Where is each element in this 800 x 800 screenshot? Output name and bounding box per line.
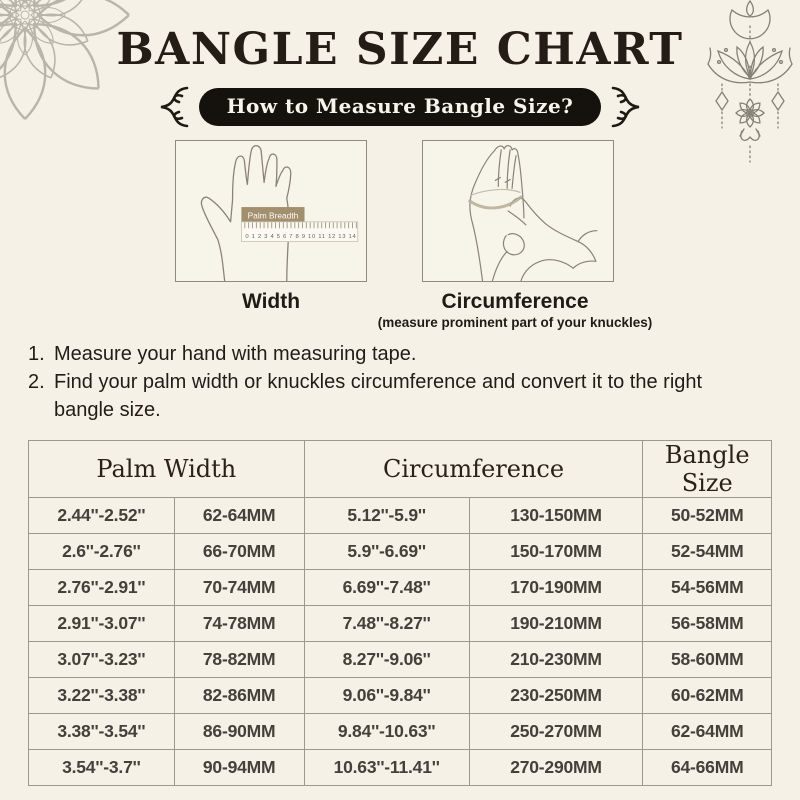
- table-cell: 62-64MM: [643, 714, 772, 750]
- header-circumference: Circumference: [304, 441, 643, 498]
- table-cell: 3.38''-3.54'': [29, 714, 175, 750]
- table-cell: 10.63''-11.41'': [304, 750, 469, 786]
- table-cell: 270-290MM: [469, 750, 643, 786]
- table-cell: 5.9''-6.69'': [304, 534, 469, 570]
- table-cell: 150-170MM: [469, 534, 643, 570]
- table-row: [29, 498, 772, 534]
- how-to-measure-banner: [199, 88, 602, 126]
- table-cell: 66-70MM: [174, 534, 304, 570]
- how-to-measure-banner-row: [0, 86, 800, 128]
- table-cell: 74-78MM: [174, 606, 304, 642]
- width-diagram: [175, 140, 367, 282]
- table-cell: 58-60MM: [643, 642, 772, 678]
- table-cell: 5.12''-5.9'': [304, 498, 469, 534]
- table-cell: 2.6''-2.76'': [29, 534, 175, 570]
- table-cell: 6.69''-7.48'': [304, 570, 469, 606]
- flourish-right-icon: [610, 86, 644, 128]
- knuckle-measuring-illustration: [423, 141, 613, 281]
- table-cell: 50-52MM: [643, 498, 772, 534]
- table-cell: 3.07''-3.23'': [29, 642, 175, 678]
- table-cell: 70-74MM: [174, 570, 304, 606]
- table-cell: 230-250MM: [469, 678, 643, 714]
- table-cell: 62-64MM: [174, 498, 304, 534]
- table-row: [29, 642, 772, 678]
- table-cell: 9.84''-10.63'': [304, 714, 469, 750]
- circumference-label: [372, 290, 658, 330]
- table-cell: 170-190MM: [469, 570, 643, 606]
- circumference-sublabel: (measure prominent part of your knuckles): [377, 315, 653, 330]
- table-cell: 2.91''-3.07'': [29, 606, 175, 642]
- size-table-header-row: [29, 441, 772, 498]
- table-cell: 190-210MM: [469, 606, 643, 642]
- table-row: [29, 750, 772, 786]
- table-cell: 82-86MM: [174, 678, 304, 714]
- table-row: [29, 534, 772, 570]
- step-text: Measure your hand with measuring tape.: [54, 343, 417, 365]
- table-cell: 130-150MM: [469, 498, 643, 534]
- table-cell: 52-54MM: [643, 534, 772, 570]
- step-text: Find your palm width or knuckles circumference and convert it to the right bangle size.: [54, 371, 703, 421]
- table-cell: 9.06''-9.84'': [304, 678, 469, 714]
- instructions: [28, 340, 750, 424]
- palm-breadth-label: Palm Breadth: [247, 210, 299, 221]
- table-row: [29, 714, 772, 750]
- table-cell: 54-56MM: [643, 570, 772, 606]
- circumference-diagram: [422, 140, 614, 282]
- width-label: [175, 290, 367, 314]
- table-row: [29, 678, 772, 714]
- step-number: 2.: [28, 371, 45, 393]
- banner-text: How to Measure Bangle Size?: [226, 94, 574, 118]
- circumference-label-text: Circumference: [441, 290, 589, 313]
- table-cell: 250-270MM: [469, 714, 643, 750]
- header-palm-width: Palm Width: [29, 441, 305, 498]
- instruction-step-1: [28, 340, 750, 368]
- table-cell: 86-90MM: [174, 714, 304, 750]
- size-table-body: [29, 498, 772, 786]
- instruction-step-2: [28, 368, 750, 424]
- width-label-text: Width: [241, 290, 301, 313]
- ruler-scale: 0 1 2 3 4 5 6 7 8 9 10 11 12 13 14: [245, 234, 356, 241]
- table-cell: 60-62MM: [643, 678, 772, 714]
- table-cell: 78-82MM: [174, 642, 304, 678]
- table-cell: 210-230MM: [469, 642, 643, 678]
- size-table: [28, 440, 772, 786]
- table-row: [29, 606, 772, 642]
- table-cell: 2.76''-2.91'': [29, 570, 175, 606]
- page-title: BANGLE SIZE CHART: [116, 24, 684, 75]
- table-cell: 7.48''-8.27'': [304, 606, 469, 642]
- table-cell: 3.22''-3.38'': [29, 678, 175, 714]
- table-cell: 3.54''-3.7'': [29, 750, 175, 786]
- table-row: [29, 570, 772, 606]
- table-cell: 90-94MM: [174, 750, 304, 786]
- table-cell: 56-58MM: [643, 606, 772, 642]
- table-cell: 8.27''-9.06'': [304, 642, 469, 678]
- hand-with-ruler-illustration: [176, 141, 366, 281]
- table-cell: 64-66MM: [643, 750, 772, 786]
- table-cell: 2.44''-2.52'': [29, 498, 175, 534]
- step-number: 1.: [28, 343, 45, 365]
- header-bangle-size: Bangle Size: [643, 441, 772, 498]
- flourish-left-icon: [156, 86, 190, 128]
